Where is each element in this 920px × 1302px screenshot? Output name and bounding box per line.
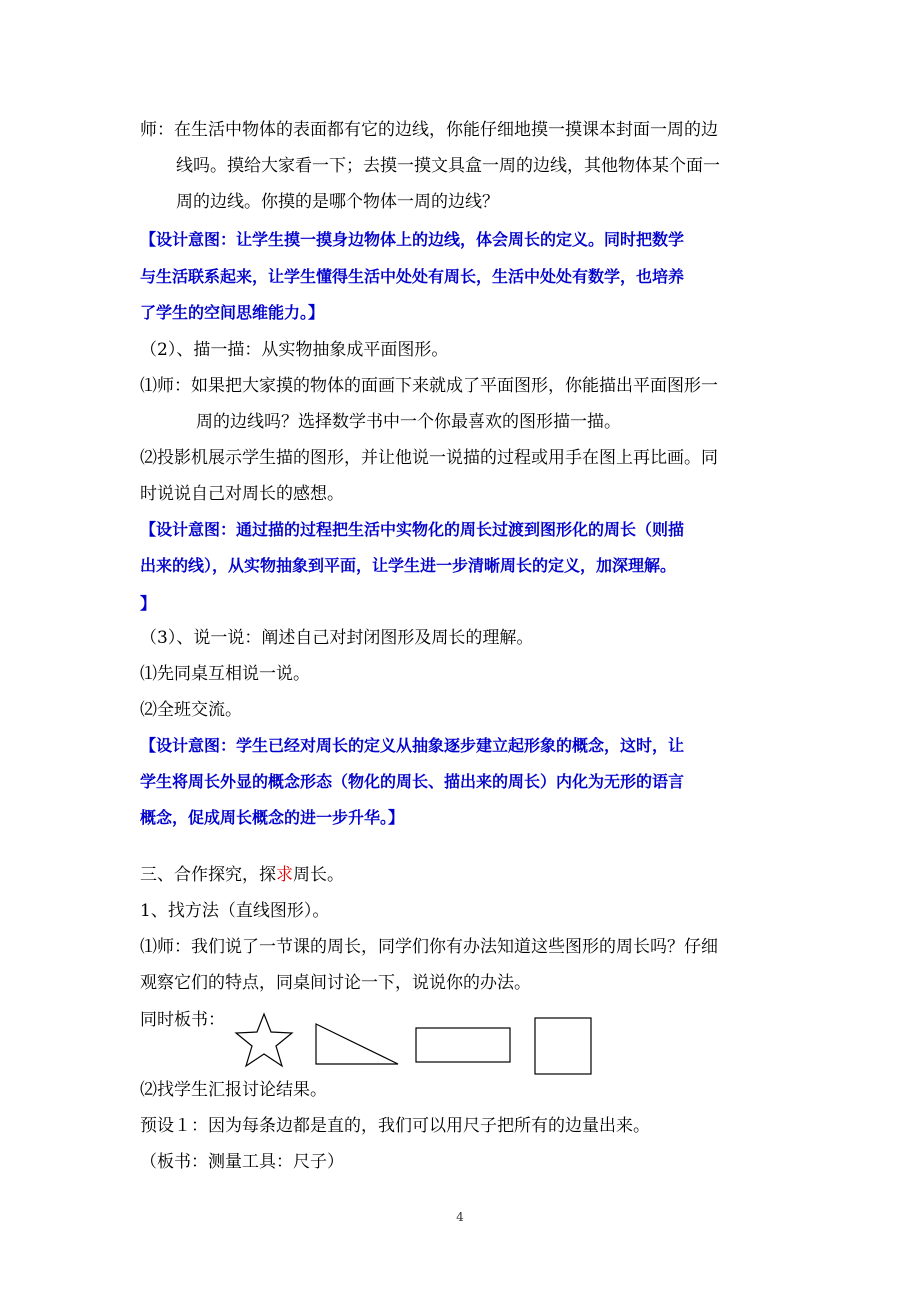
section-title-part: 周长。 xyxy=(293,865,344,885)
section-title-part: 三、合作探究，探 xyxy=(140,865,276,885)
text-line: 预设１：因为每条边都是直的，我们可以用尺子把所有的边量出来。 xyxy=(140,1116,650,1136)
text-line: ⑵找学生汇报讨论结果。 xyxy=(140,1080,327,1100)
triangle-shape xyxy=(316,1024,398,1064)
text-line: ⑴师：我们说了一节课的周长，同学们你有办法知道这些图形的周长吗？仔细 xyxy=(140,937,718,957)
text-line: 周的边线。你摸的是哪个物体一周的边线？ xyxy=(176,192,499,212)
text-line: ⑴先同桌互相说一说。 xyxy=(140,664,310,684)
rectangle-shape xyxy=(416,1028,510,1062)
design-intent-text: 概念，促成周长概念的进一步升华。】 xyxy=(140,808,405,827)
section-heading: （2）、描一描：从实物抽象成平面图形。 xyxy=(140,340,449,360)
text-line: 观察它们的特点，同桌间讨论一下，说说你的办法。 xyxy=(140,973,531,993)
text-line: ⑴师：如果把大家摸的物体的面画下来就成了平面图形，你能描出平面图形一 xyxy=(140,376,718,396)
text-line: 1、找方法（直线图形）。 xyxy=(140,901,330,921)
star-shape xyxy=(236,1014,292,1066)
section-title-highlight: 求 xyxy=(276,865,293,885)
design-intent-text: 】 xyxy=(140,594,157,613)
text-line: （板书：测量工具：尺子） xyxy=(140,1152,344,1172)
design-intent-text: 了学生的空间思维能力。】 xyxy=(140,303,325,322)
design-intent-text: 出来的线），从实物抽象到平面，让学生进一步清晰周长的定义，加深理解。 xyxy=(140,556,677,575)
design-intent-text: 【设计意图：通过描的过程把生活中实物化的周长过渡到图形化的周长（则描 xyxy=(140,520,685,539)
text-line: 同时板书： xyxy=(140,1010,225,1030)
section-heading: （3）、说一说：阐述自己对封闭图形及周长的理解。 xyxy=(140,628,534,648)
board-shapes xyxy=(230,1008,600,1080)
page-number: 4 xyxy=(456,1210,464,1224)
design-intent-text: 与生活联系起来，让学生懂得生活中处处有周长，生活中处处有数学，也培养 xyxy=(140,267,685,286)
text-line: 时说说自己对周长的感想。 xyxy=(140,484,344,504)
text-line: ⑵全班交流。 xyxy=(140,700,242,720)
design-intent-text: 【设计意图：让学生摸一摸身边物体上的边线，体会周长的定义。同时把数学 xyxy=(140,230,685,249)
text-line: 周的边线吗？选择数学书中一个你最喜欢的图形描一描。 xyxy=(196,412,621,432)
design-intent-text: 【设计意图：学生已经对周长的定义从抽象逐步建立起形象的概念，这时，让 xyxy=(140,736,685,755)
text-line: 师：在生活中物体的表面都有它的边线，你能仔细地摸一摸课本封面一周的边 xyxy=(140,120,718,140)
text-line: 线吗。摸给大家看一下；去摸一摸文具盒一周的边线，其他物体某个面一 xyxy=(176,156,720,176)
design-intent-text: 学生将周长外显的概念形态（物化的周长、描出来的周长）内化为无形的语言 xyxy=(140,772,685,791)
text-line: ⑵投影机展示学生描的图形，并让他说一说描的过程或用手在图上再比画。同 xyxy=(140,448,718,468)
section-title xyxy=(140,863,344,887)
square-shape xyxy=(535,1018,591,1074)
